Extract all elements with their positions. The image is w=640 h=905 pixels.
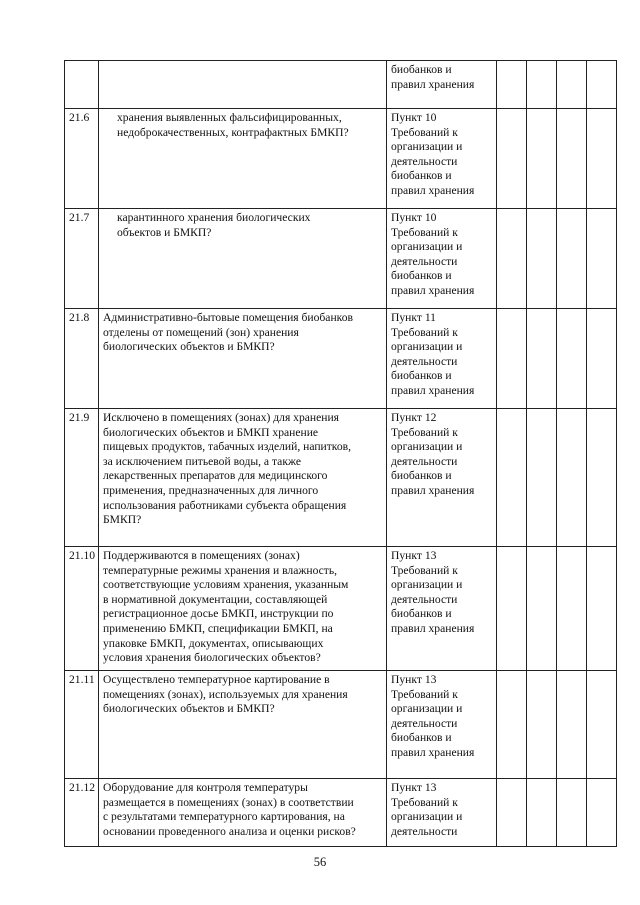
requirement-question: Осуществлено температурное картирование в помещениях (зонах), используемых для хранения биологических объектов и БМКП? bbox=[99, 671, 387, 779]
note-cell bbox=[587, 671, 617, 779]
answer-no-cell bbox=[527, 409, 557, 547]
regulation-reference: биобанков и правил хранения bbox=[387, 61, 497, 109]
row-number: 21.6 bbox=[65, 109, 99, 209]
requirement-question bbox=[99, 61, 387, 109]
note-cell bbox=[587, 547, 617, 671]
answer-yes-cell bbox=[497, 779, 527, 847]
answer-no-cell bbox=[527, 671, 557, 779]
not-applicable-cell bbox=[557, 61, 587, 109]
requirement-question: Оборудование для контроля температуры размещается в помещениях (зонах) в соответствии с результатами температурного картирования, на основании проведенного анализа и оценки рисков? bbox=[99, 779, 387, 847]
note-cell bbox=[587, 309, 617, 409]
not-applicable-cell bbox=[557, 779, 587, 847]
table-row bbox=[65, 109, 617, 209]
not-applicable-cell bbox=[557, 309, 587, 409]
answer-no-cell bbox=[527, 547, 557, 671]
table-row bbox=[65, 209, 617, 309]
table-row bbox=[65, 309, 617, 409]
answer-no-cell bbox=[527, 61, 557, 109]
answer-yes-cell bbox=[497, 409, 527, 547]
answer-yes-cell bbox=[497, 547, 527, 671]
requirement-question: хранения выявленных фальсифицированных, недоброкачественных, контрафактных БМКП? bbox=[99, 109, 387, 209]
answer-no-cell bbox=[527, 309, 557, 409]
not-applicable-cell bbox=[557, 671, 587, 779]
answer-no-cell bbox=[527, 779, 557, 847]
answer-yes-cell bbox=[497, 109, 527, 209]
table-row bbox=[65, 779, 617, 847]
requirement-question: карантинного хранения биологических объектов и БМКП? bbox=[99, 209, 387, 309]
requirement-question: Административно-бытовые помещения биобанков отделены от помещений (зон) хранения биологических объектов и БМКП? bbox=[99, 309, 387, 409]
row-number bbox=[65, 61, 99, 109]
note-cell bbox=[587, 61, 617, 109]
note-cell bbox=[587, 109, 617, 209]
not-applicable-cell bbox=[557, 109, 587, 209]
requirement-question: Поддерживаются в помещениях (зонах) температурные режимы хранения и влажность, соответствующие условиям хранения, указанным в нормативной документации, составляющей регистрационное досье БМКП, инструкции по применению БМКП, спецификации БМКП, на упаковке БМКП, документах, описывающих условия хранения биологических объектов? bbox=[99, 547, 387, 671]
not-applicable-cell bbox=[557, 409, 587, 547]
row-number: 21.12 bbox=[65, 779, 99, 847]
requirement-question: Исключено в помещениях (зонах) для хранения биологических объектов и БМКП хранение пищевых продуктов, табачных изделий, напитков, за исключением питьевой воды, а также лекарственных препаратов для медицинского применения, предназначенных для личного использования работниками субъекта обращения БМКП? bbox=[99, 409, 387, 547]
answer-no-cell bbox=[527, 209, 557, 309]
row-number: 21.7 bbox=[65, 209, 99, 309]
checklist-table bbox=[64, 60, 617, 847]
row-number: 21.9 bbox=[65, 409, 99, 547]
page-number: 56 bbox=[313, 855, 327, 869]
regulation-reference: Пункт 13 Требований к организации и деятельности биобанков и правил хранения bbox=[387, 671, 497, 779]
answer-yes-cell bbox=[497, 309, 527, 409]
regulation-reference: Пункт 10 Требований к организации и деятельности биобанков и правил хранения bbox=[387, 109, 497, 209]
table-row bbox=[65, 409, 617, 547]
answer-yes-cell bbox=[497, 61, 527, 109]
note-cell bbox=[587, 409, 617, 547]
note-cell bbox=[587, 779, 617, 847]
row-number: 21.10 bbox=[65, 547, 99, 671]
table-row bbox=[65, 671, 617, 779]
regulation-reference: Пункт 13 Требований к организации и деятельности биобанков и правил хранения bbox=[387, 547, 497, 671]
row-number: 21.11 bbox=[65, 671, 99, 779]
not-applicable-cell bbox=[557, 209, 587, 309]
not-applicable-cell bbox=[557, 547, 587, 671]
row-number: 21.8 bbox=[65, 309, 99, 409]
answer-yes-cell bbox=[497, 209, 527, 309]
regulation-reference: Пункт 10 Требований к организации и деятельности биобанков и правил хранения bbox=[387, 209, 497, 309]
regulation-reference: Пункт 12 Требований к организации и деятельности биобанков и правил хранения bbox=[387, 409, 497, 547]
answer-yes-cell bbox=[497, 671, 527, 779]
regulation-reference: Пункт 11 Требований к организации и деятельности биобанков и правил хранения bbox=[387, 309, 497, 409]
answer-no-cell bbox=[527, 109, 557, 209]
table-row bbox=[65, 547, 617, 671]
table-row bbox=[65, 61, 617, 109]
regulation-reference: Пункт 13 Требований к организации и деятельности bbox=[387, 779, 497, 847]
note-cell bbox=[587, 209, 617, 309]
